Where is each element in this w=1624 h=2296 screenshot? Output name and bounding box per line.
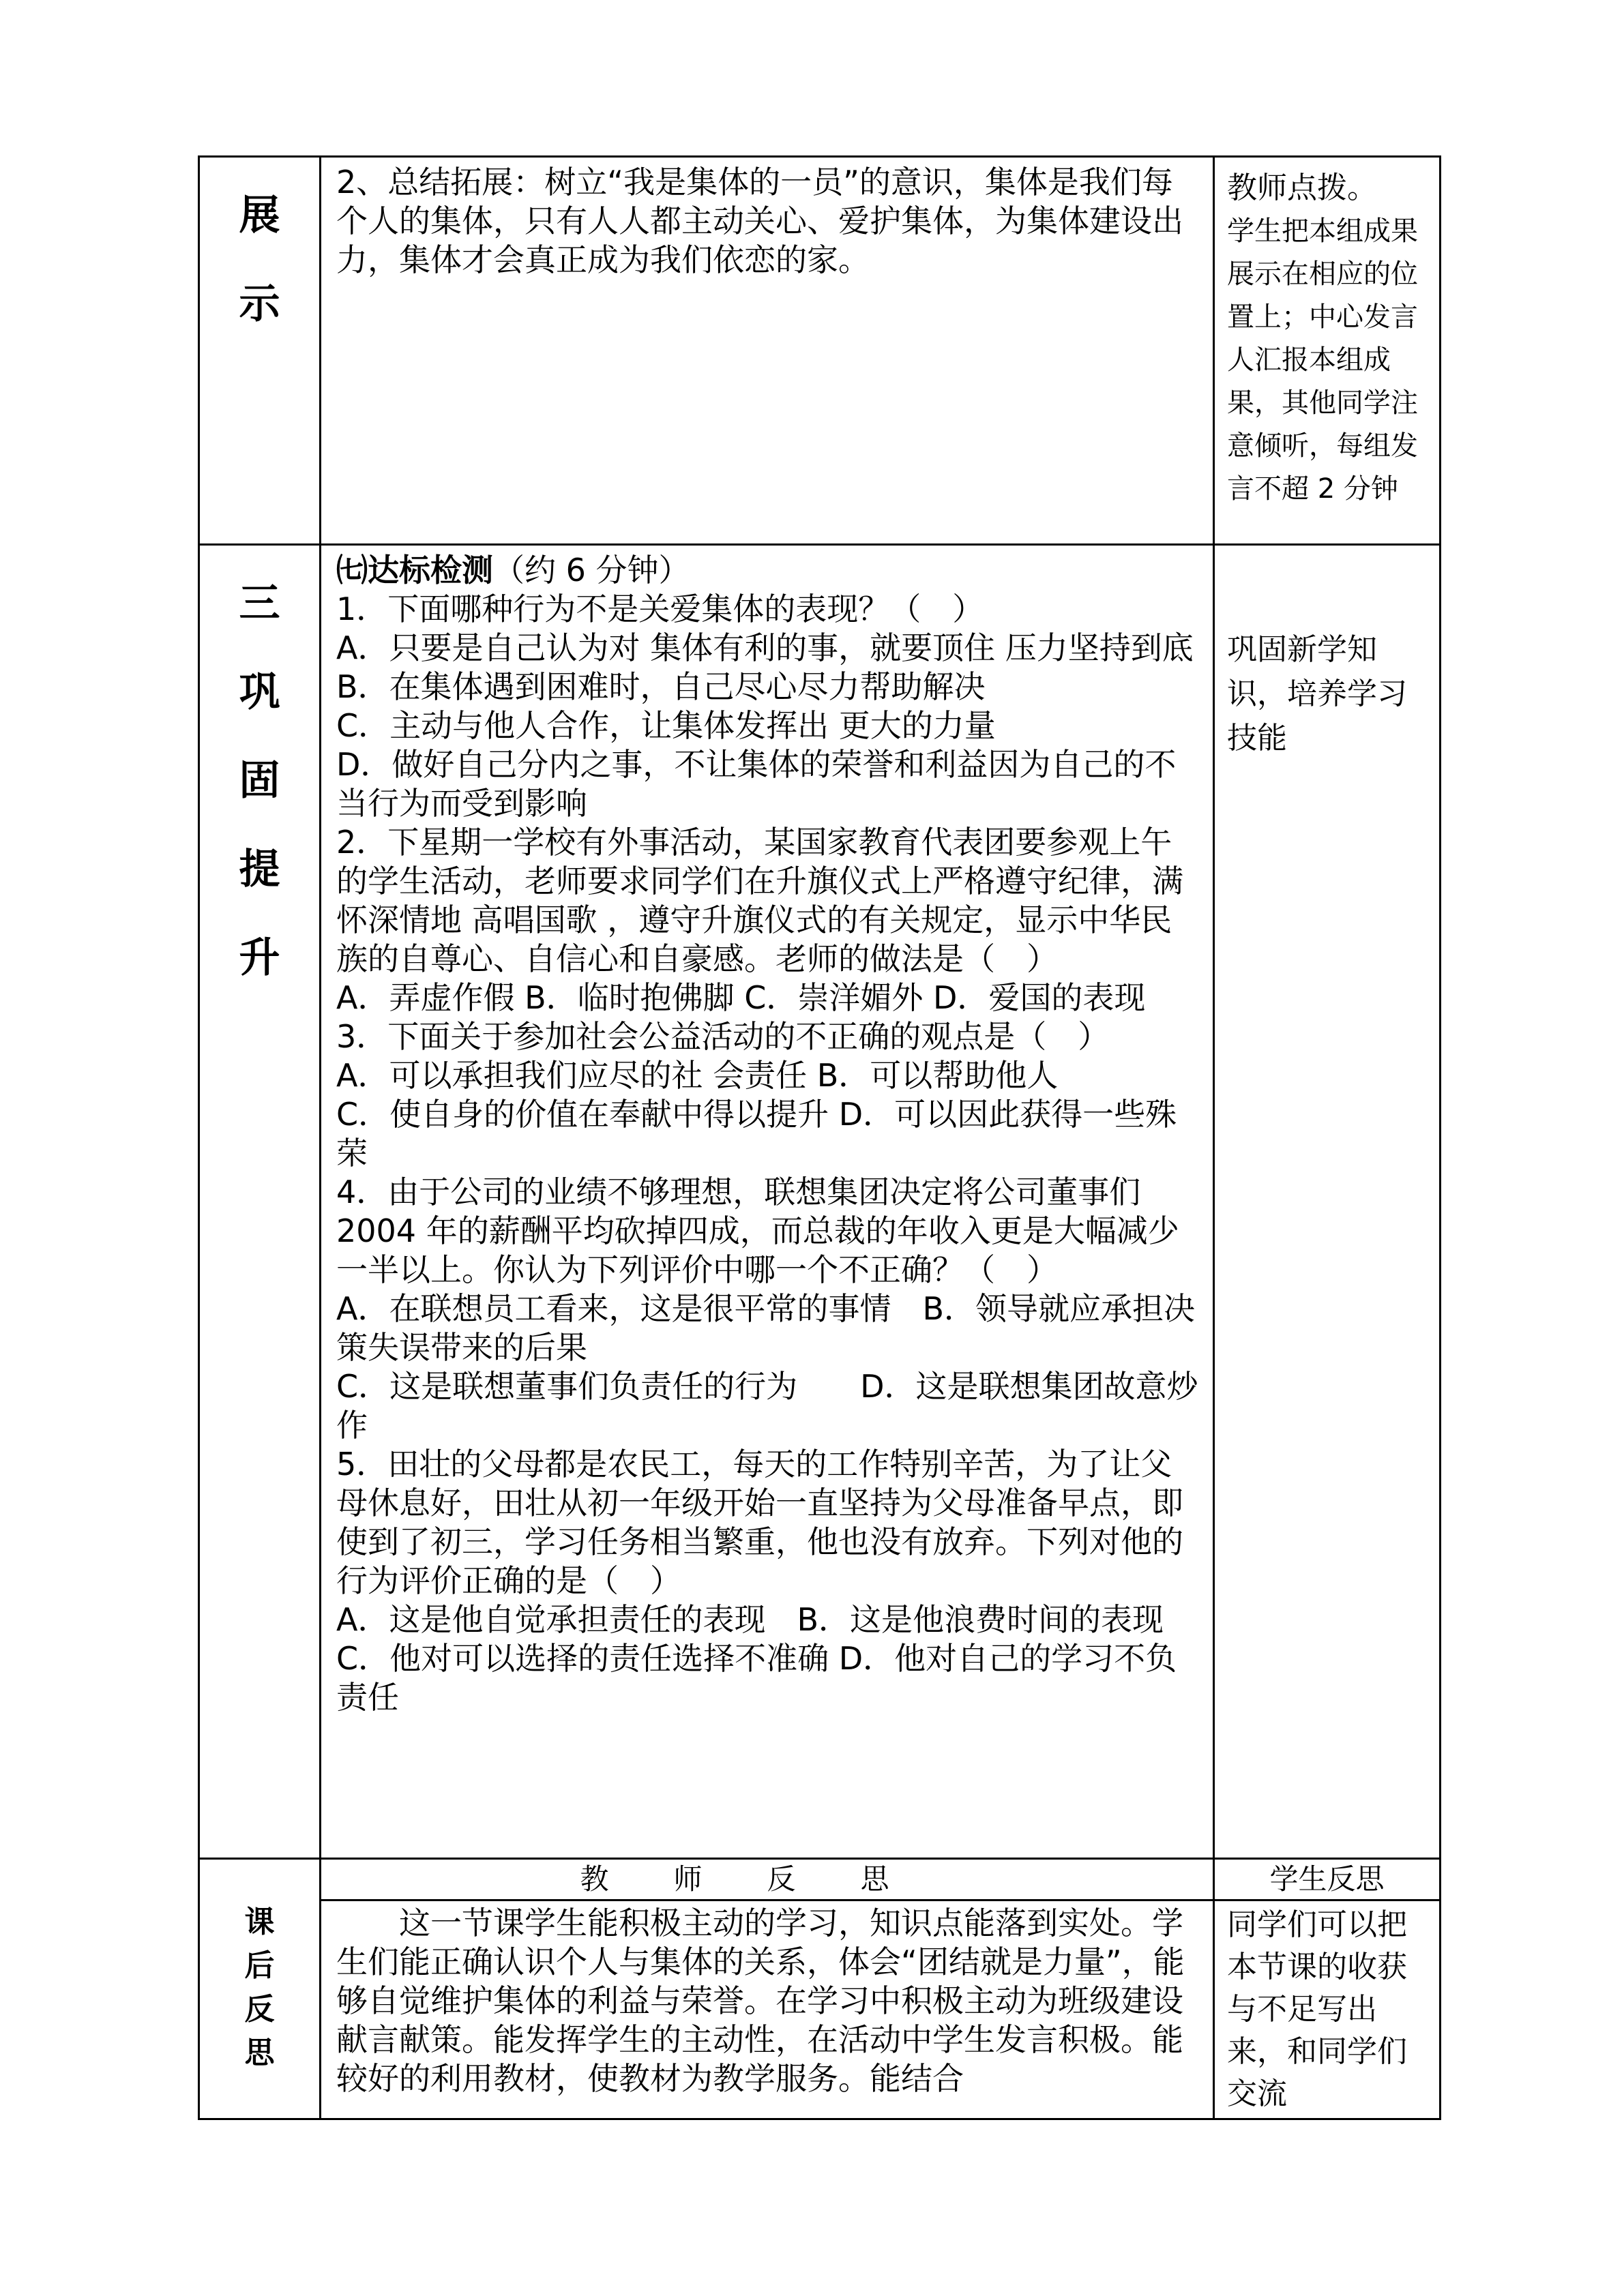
quiz-line: 4．由于公司的业绩不够理想，联想集团决定将公司董事们2004 年的薪酬平均砍掉四成，而总裁的年收入更是大幅减少一半以上。你认为下列评价中哪一个不正确？（ ） — [336, 1174, 1179, 1288]
student-display-note: 学生把本组成果展示在相应的位置上；中心发言人汇报本组成果，其他同学注意倾听，每组发言不超 2 分钟 — [1227, 215, 1418, 505]
teacher-reflection-header: 教师反思 — [580, 1862, 954, 1896]
teacher-reflection-text: 这一节课学生能积极主动的学习，知识点能落到实处。学生们能正确认识个人与集体的关系，体会“团结就是力量”，能够自觉维护集体的利益与荣誉。在学习中积极主动为班级建设献言献策。能发挥学生的主动性，在活动中学生发言积极。能较好的利用教材，使教材为教学服务。能结合 — [336, 1905, 1185, 2097]
reflection-label — [199, 1859, 321, 2119]
label-char: 升 — [239, 934, 280, 982]
quiz-line: A．这是他自觉承担责任的表现 B．这是他浪费时间的表现 — [336, 1601, 1164, 1638]
label-char: 展 — [239, 192, 280, 239]
quiz-heading — [336, 551, 1200, 590]
teacher-reflection-header-cell — [321, 1859, 1214, 1900]
reflection-header-row — [199, 1859, 1441, 1900]
label-char: 反 — [244, 1992, 275, 2027]
student-reflection-text: 同学们可以把本节课的收获与不足写出来，和同学们交流 — [1227, 1907, 1407, 2111]
quiz-content — [321, 545, 1214, 1859]
display-note — [1214, 157, 1441, 545]
quiz-line: 1．下面哪种行为不是关爱集体的表现？（ ） — [336, 591, 984, 627]
teacher-reflection — [321, 1900, 1214, 2119]
quiz-line: 2．下星期一学校有外事活动，某国家教育代表团要参观上午的学生活动，老师要求同学们在升旗仪式上严格遵守纪律，满怀深情地 高唱国歌 ，遵守升旗仪式的有关规定，显示中华民族的自尊心、自信心和自豪感。老师的做法是（ ） — [336, 824, 1183, 977]
consolidate-label — [199, 545, 321, 1859]
consolidate-note-text: 巩固新学知识，培养学习技能 — [1227, 632, 1407, 756]
quiz-line: A．只要是自己认为对 集体有利的事，就要顶住 压力坚持到底 — [336, 629, 1194, 666]
student-reflection-header: 学生反思 — [1269, 1862, 1385, 1896]
quiz-line: B．在集体遇到困难时，自己尽心尽力帮助解决 — [336, 668, 986, 705]
label-char: 巩 — [239, 668, 280, 716]
quiz-heading-time: （约 6 分钟） — [493, 552, 690, 588]
student-reflection — [1214, 1900, 1441, 2119]
reflection-content-row — [199, 1900, 1441, 2119]
label-char: 思 — [244, 2036, 275, 2070]
quiz-line: C．主动与他人合作，让集体发挥出 更大的力量 — [336, 707, 996, 744]
summary-text: 2、总结拓展：树立“我是集体的一员”的意识，集体是我们每个人的集体，只有人人都主动关心、爱护集体，为集体建设出力，集体才会真正成为我们依恋的家。 — [336, 164, 1183, 278]
quiz-line: A．弄虚作假 B．临时抱佛脚 C．崇洋媚外 D．爱国的表现 — [336, 979, 1146, 1016]
quiz-line: 5．田壮的父母都是农民工，每天的工作特别辛苦，为了让父母休息好，田壮从初一年级开始一直坚持为父母准备早点，即使到了初三，学习任务相当繁重，他也没有放弃。下列对他的行为评价正确的是（ ） — [336, 1446, 1183, 1599]
quiz-line: D．做好自己分内之事，不让集体的荣誉和利益因为自己的不当行为而受到影响 — [336, 746, 1177, 822]
quiz-line: C．这是联想董事们负责任的行为 D．这是联想集团故意炒作 — [336, 1368, 1198, 1444]
label-char: 固 — [239, 757, 280, 805]
quiz-line: A．在联想员工看来，这是很平常的事情 B．领导就应承担决策失误带来的后果 — [336, 1290, 1196, 1366]
quiz-line: A．可以承担我们应尽的社 会责任 B．可以帮助他人 — [336, 1057, 1059, 1094]
quiz-line: C．他对可以选择的责任选择不准确 D．他对自己的学习不负责任 — [336, 1640, 1177, 1716]
display-content — [321, 157, 1214, 545]
label-char: 三 — [239, 580, 280, 627]
student-reflection-header-cell — [1214, 1859, 1441, 1900]
display-label — [199, 157, 321, 545]
teacher-guidance: 教师点拨。 — [1227, 170, 1377, 205]
quiz-heading-title: ㈦达标检测 — [336, 552, 493, 588]
quiz-line: 3．下面关于参加社会公益活动的不正确的观点是（ ） — [336, 1018, 1110, 1055]
label-char: 示 — [239, 280, 280, 328]
label-char: 课 — [244, 1905, 275, 1939]
consolidate-row — [199, 545, 1441, 1859]
label-char: 提 — [239, 846, 280, 893]
quiz-line: C．使自身的价值在奉献中得以提升 D．可以因此获得一些殊荣 — [336, 1096, 1177, 1172]
lesson-plan-table — [198, 155, 1441, 2120]
consolidate-note — [1214, 545, 1441, 1859]
label-char: 后 — [244, 1948, 275, 1983]
display-row — [199, 157, 1441, 545]
